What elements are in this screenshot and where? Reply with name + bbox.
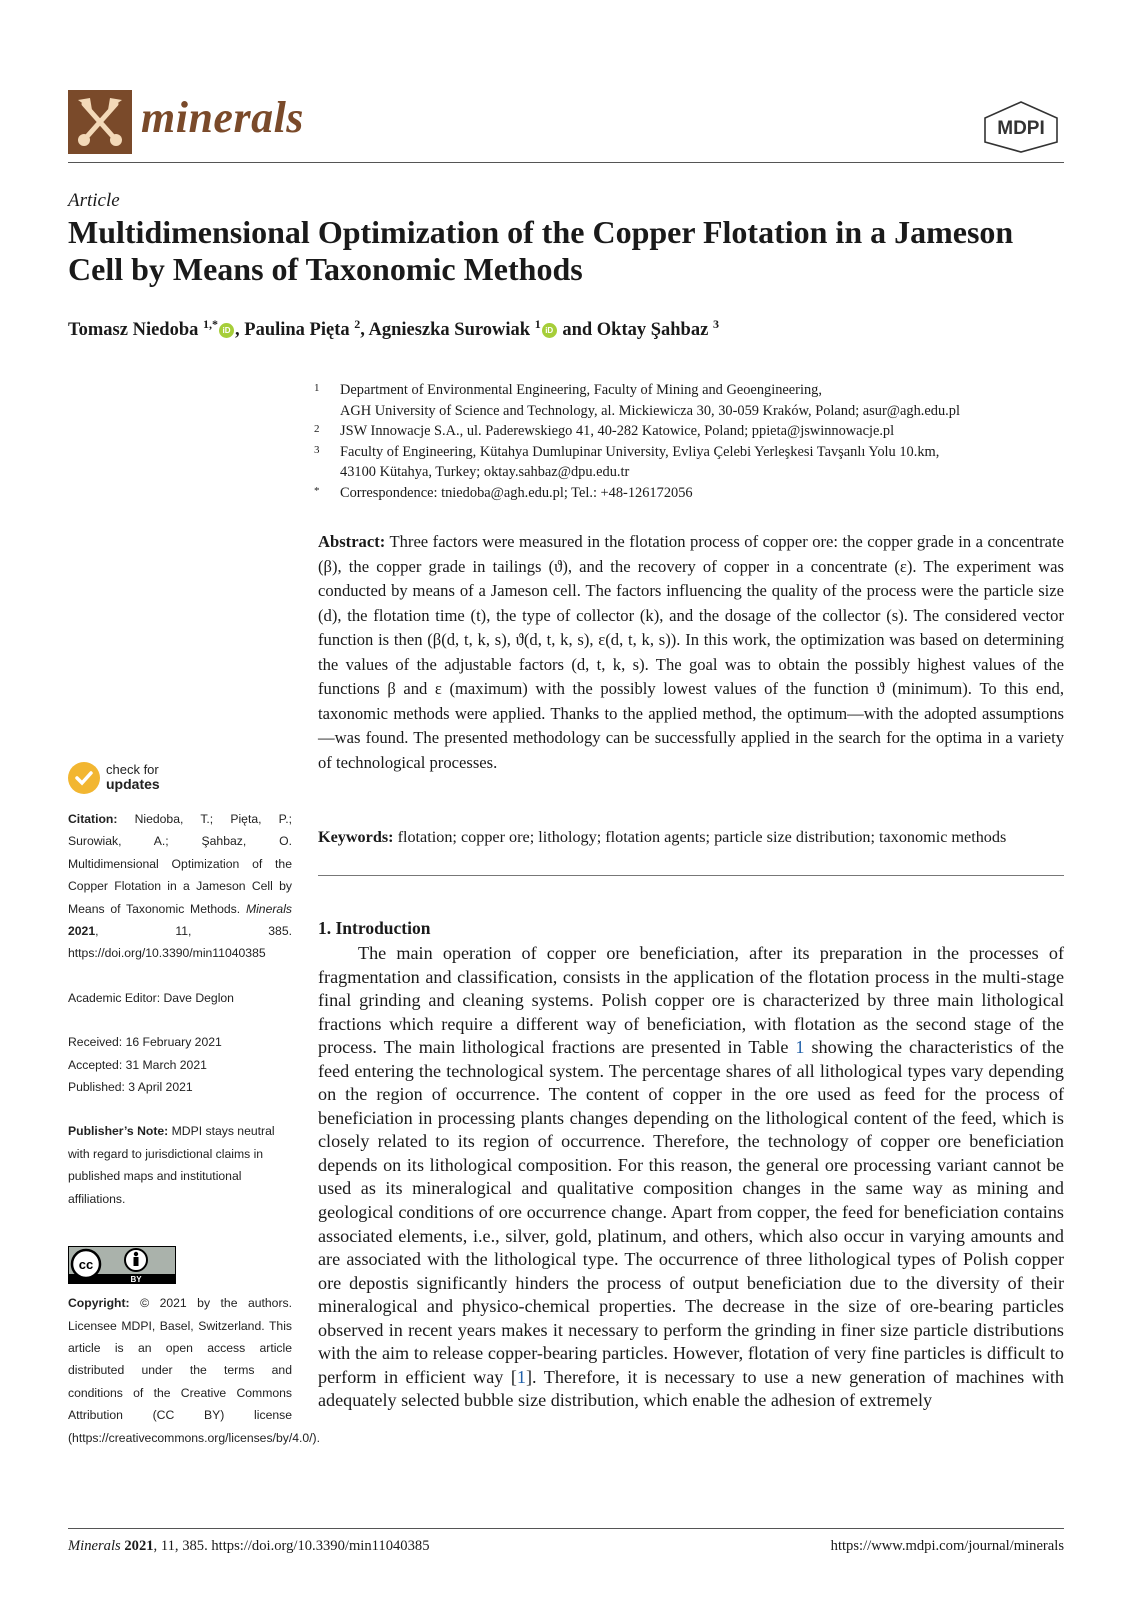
affiliation-item: * Correspondence: tniedoba@agh.edu.pl; Tel.: +48-126172056: [314, 483, 1074, 504]
journal-logo-icon: [68, 90, 132, 154]
author-name: Paulina Pięta: [244, 320, 350, 340]
affiliation-line: Correspondence: tniedoba@agh.edu.pl; Tel.: +48-126172056: [340, 484, 693, 501]
introduction-paragraph: The main operation of copper ore beneficiation, after its preparation in the processes of fragmentation and classification, consists in the application of the flotation process in the multi-stage final grinding and cleaning systems. Polish copper ore is characterized by three main lithological fractions which require a different way of beneficiation, with flotation as the second stage of the process. The main lithological fractions are presented in Table 1 showing the characteristics of the feed entering the technological system. The percentage shares of all lithological types vary depending on the region of occurrence. The content of copper in the ore used as feed for the process of beneficiation in processing plants changes depending on the lithological content of the feed, which is closely related to its region of occurrence. Therefore, the technology of copper ore beneficiation depends on its lithological composition. For this reason, the general ore processing variant cannot be used as its mineralogical and qualitative composition changes in the same way as mining and geological conditions of ore occurrence change. Apart from copper, the feed for beneficiation contains associated elements, i.e., silver, gold, platinum, and others, which also occur in varying amounts and are associated with the lithological type. The occurrence of three lithological types of Polish copper ore depostis significantly hinders the process of output beneficiation due to the diversity of their mineralogical and physico-chemical properties. The decrease in the size of ore-bearing particles observed in recent years makes it necessary to perform the grinding in finer size particle distributions with the aim to release copper-bearing particles. However, flotation of very fine particles is difficult to perform in efficient way [1]. Therefore, it is necessary to use a new generation of machines with adequately selected bubble size distribution, which enable the adhesion of extremely: [318, 943, 1064, 1411]
published-date: Published: 3 April 2021: [68, 1080, 193, 1095]
check-for-updates-button[interactable]: check for updates: [68, 760, 188, 800]
abstract-divider: [318, 875, 1064, 876]
mdpi-logo-icon: [982, 100, 1060, 154]
svg-text:MDPI: MDPI: [997, 118, 1045, 139]
author-list: Tomasz Niedoba $^{1,*}$ iD , Paulina Pięta $^2$, Agnieszka Surowiak $^1$ iD and Oktay Şahbaz $^3$: [68, 316, 719, 340]
author-affiliation-mark: 1: [534, 316, 541, 331]
affiliation-line: Faculty of Engineering, Kütahya Dumlupinar University, Evliya Çelebi Yerleşkesi Tavşanlı Yolu 10.km,: [340, 443, 940, 460]
citation-ref-link[interactable]: 1: [516, 1366, 526, 1387]
introduction-body: [318, 942, 1064, 1413]
author-affiliation-mark: 3: [712, 316, 719, 331]
affiliation-line: Department of Environmental Engineering, Faculty of Mining and Geoengineering,: [340, 382, 822, 398]
svg-text:BY: BY: [130, 1275, 142, 1284]
affiliation-item: 3 Faculty of Engineering, Kütahya Dumlupinar University, Evliya Çelebi Yerleşkesi Tavşanlı Yolu 10.km, 43100 Kütahya, Turkey; oktay.sahbaz@dpu.edu.tr: [314, 442, 1074, 483]
check-updates-icon: [68, 762, 100, 794]
affiliation-line: 43100 Kütahya, Turkey; oktay.sahbaz@dpu.edu.tr: [340, 464, 630, 480]
accepted-date: Accepted: 31 March 2021: [68, 1057, 207, 1072]
orcid-icon[interactable]: iD: [219, 323, 234, 338]
author-name: Agnieszka Surowiak: [368, 320, 531, 340]
footer-divider: [68, 1528, 1064, 1529]
affiliation-item: 1 Department of Environmental Engineering, Faculty of Mining and Geoengineering, AGH University of Science and Technology, al. Mickiewicza 30, 30-059 Kraków, Poland; asur@agh.edu.pl: [314, 380, 1074, 421]
affiliation-line: JSW Innowacje S.A., ul. Paderewskiego 41, 40-282 Katowice, Poland; ppieta@jswinnowacje.pl: [340, 423, 895, 439]
section-heading-introduction: 1. Introduction: [318, 918, 431, 938]
affiliations: [314, 380, 1074, 503]
footer-citation: Minerals 2021, 11, 385. https://doi.org/10.3390/min11040385: [68, 1538, 430, 1554]
header-divider: [68, 162, 1064, 163]
citation-block: Citation: Niedoba, T.; Pięta, P.; Surowiak, A.; Şahbaz, O. Multidimensional Optimization of the Copper Flotation in a Jameson Cell by Means of Taxonomic Methods. Minerals 2021, 11, 385. https://doi.org/10.3390/min11040385: [68, 812, 292, 961]
copyright-block: Copyright: © 2021 by the authors. Licensee MDPI, Basel, Switzerland. This article is an open access article distributed under the terms and conditions of the Creative Commons Attribution (CC BY) license (https://creativecommons.org/licenses/by/4.0/).: [68, 1296, 320, 1445]
article-title: Multidimensional Optimization of the Copper Flotation in a Jameson Cell by Means of Taxonomic Methods: [68, 214, 1014, 287]
author-name: Tomasz Niedoba: [68, 320, 199, 340]
abstract-text: Three factors were measured in the flotation process of copper ore: the copper grade in a concentrate (β), the copper grade in tailings (ϑ), and the recovery of copper in a concentrate (ε). The experiment was conducted by means of a Jameson cell. The factors influencing the quality of the process were the particle size (d), the flotation time (t), the type of collector (k), and the dosage of the collector (s). The considered vector function is then (β(d, t, k, s), ϑ(d, t, k, s), ε(d, t, k, s)). In this work, the optimization was based on determining the values of the adjustable factors (d, t, k, s). The goal was to obtain the possibly highest values of the functions β and ε (maximum) with the possibly lowest values of the function ϑ (minimum). To this end, taxonomic methods were applied. Thanks to the applied method, the optimum—with the adopted assumptions—was found. The presented methodology can be successfully applied in the search for the optima in a variety of technological processes.: [318, 532, 1064, 772]
sidebar-metadata: [68, 808, 320, 1449]
orcid-icon[interactable]: iD: [542, 323, 557, 338]
abstract: [318, 530, 1064, 775]
cc-by-license-icon[interactable]: [68, 1246, 176, 1284]
keywords-text: flotation; copper ore; lithology; flotation agents; particle size distribution; taxonomic methods: [397, 828, 1007, 846]
footer-journal-link[interactable]: https://www.mdpi.com/journal/minerals: [830, 1538, 1064, 1554]
dates-block: [68, 1031, 292, 1098]
received-date: Received: 16 February 2021: [68, 1035, 222, 1050]
publishers-note: Publisher’s Note: MDPI stays neutral with regard to jurisdictional claims in published maps and institutional affiliations.: [68, 1124, 275, 1206]
keywords: [318, 826, 1064, 848]
journal-name: minerals: [141, 93, 304, 142]
affiliation-item: 2 JSW Innowacje S.A., ul. Paderewskiego 41, 40-282 Katowice, Poland; ppieta@jswinnowacje.pl: [314, 421, 1074, 442]
author-affiliation-mark: 1,*: [203, 316, 219, 331]
article-type: Article: [68, 190, 120, 211]
author-affiliation-mark: 2: [354, 316, 361, 331]
author-name: Oktay Şahbaz: [596, 320, 709, 340]
svg-text:cc: cc: [78, 1257, 94, 1272]
academic-editor: Academic Editor: Dave Deglon: [68, 990, 234, 1005]
abstract-label: Abstract:: [318, 532, 386, 551]
table-ref-link[interactable]: 1: [795, 1037, 805, 1058]
keywords-label: Keywords:: [318, 828, 394, 846]
affiliation-line: AGH University of Science and Technology, al. Mickiewicza 30, 30-059 Kraków, Poland; asur@agh.edu.pl: [340, 402, 960, 419]
